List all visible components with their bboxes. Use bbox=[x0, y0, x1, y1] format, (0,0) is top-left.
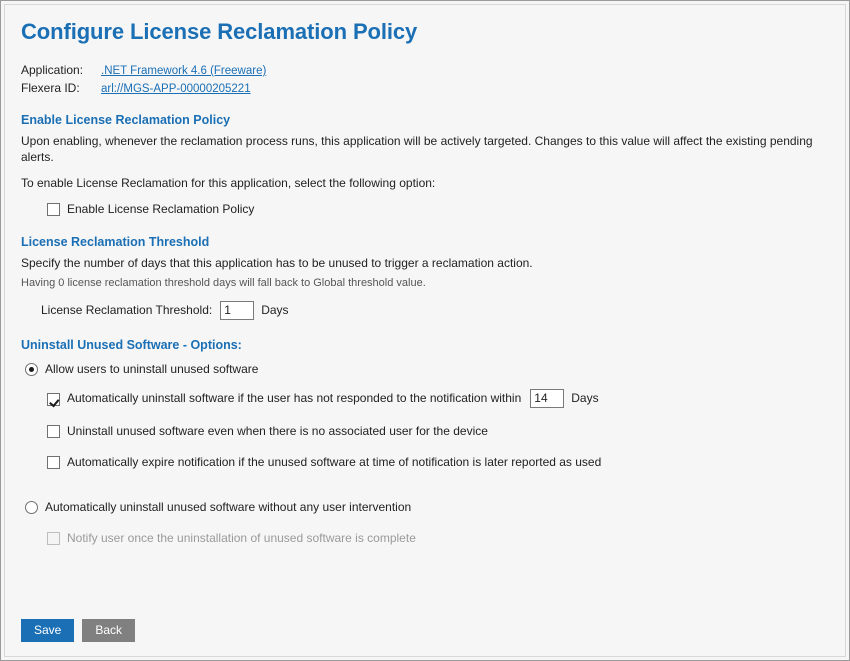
notify-user-complete-checkbox[interactable] bbox=[47, 532, 60, 545]
enable-section-description: Upon enabling, whenever the reclamation process runs, this application will be actively targeted. Changes to this value will affect the existing pending alerts. bbox=[21, 134, 813, 165]
option-allow-users-radio[interactable] bbox=[25, 363, 38, 376]
application-row bbox=[21, 63, 829, 77]
uninstall-no-associated-user-checkbox[interactable] bbox=[47, 425, 60, 438]
uninstall-no-associated-user-label: Uninstall unused software even when there is no associated user for the device bbox=[67, 423, 488, 438]
threshold-field-row bbox=[41, 301, 829, 320]
option-auto-uninstall-row bbox=[25, 500, 829, 515]
dialog-buttons bbox=[21, 619, 135, 642]
flexera-id-row bbox=[21, 81, 829, 95]
option-auto-uninstall-radio[interactable] bbox=[25, 501, 38, 514]
notify-user-complete-row bbox=[47, 531, 829, 546]
auto-expire-notification-checkbox[interactable] bbox=[47, 456, 60, 469]
allow-users-suboptions bbox=[21, 389, 829, 470]
auto-uninstall-no-response-checkbox[interactable] bbox=[47, 393, 60, 406]
auto-uninstall-no-response-row bbox=[47, 389, 829, 408]
flexera-id-label: Flexera ID: bbox=[21, 81, 80, 95]
auto-uninstall-days-input[interactable] bbox=[530, 389, 564, 408]
threshold-section-heading: License Reclamation Threshold bbox=[21, 234, 210, 249]
application-link[interactable]: .NET Framework 4.6 (Freeware) bbox=[101, 65, 267, 77]
application-label: Application: bbox=[21, 63, 84, 77]
enable-policy-row bbox=[47, 202, 829, 217]
back-button[interactable]: Back bbox=[82, 619, 135, 642]
flexera-id-link[interactable]: arl://MGS-APP-00000205221 bbox=[101, 83, 251, 95]
option-allow-users-row bbox=[25, 362, 829, 377]
auto-expire-notification-label: Automatically expire notification if the unused software at time of notification is later reported as used bbox=[67, 454, 602, 469]
auto-expire-notification-row bbox=[47, 455, 829, 470]
enable-policy-checkbox[interactable] bbox=[47, 203, 60, 216]
page-title: Configure License Reclamation Policy bbox=[21, 19, 418, 44]
threshold-days-input[interactable] bbox=[220, 301, 254, 320]
notify-user-complete-label: Notify user once the uninstallation of unused software is complete bbox=[67, 530, 416, 545]
uninstall-section-heading: Uninstall Unused Software - Options: bbox=[21, 337, 242, 352]
option-auto-uninstall-label: Automatically uninstall unused software without any user intervention bbox=[45, 499, 412, 514]
auto-uninstall-no-response-label: Automatically uninstall software if the user has not responded to the notification within bbox=[67, 390, 522, 405]
threshold-field-label: License Reclamation Threshold: bbox=[41, 303, 213, 318]
uninstall-no-associated-user-row bbox=[47, 424, 829, 439]
enable-section-heading: Enable License Reclamation Policy bbox=[21, 113, 231, 127]
enable-section-instruction: To enable License Reclamation for this application, select the following option: bbox=[21, 176, 436, 191]
threshold-section-description: Specify the number of days that this application has to be unused to trigger a reclamation action. bbox=[21, 255, 533, 270]
auto-uninstall-days-unit: Days bbox=[571, 391, 599, 406]
enable-policy-label: Enable License Reclamation Policy bbox=[67, 201, 255, 216]
threshold-section-note: Having 0 license reclamation threshold days will fall back to Global threshold value. bbox=[21, 276, 426, 289]
option-allow-users-label: Allow users to uninstall unused software bbox=[45, 361, 259, 376]
dialog-content bbox=[4, 4, 846, 657]
save-button[interactable]: Save bbox=[21, 619, 74, 642]
uninstall-options-group bbox=[21, 362, 829, 546]
threshold-days-unit: Days bbox=[261, 303, 289, 318]
